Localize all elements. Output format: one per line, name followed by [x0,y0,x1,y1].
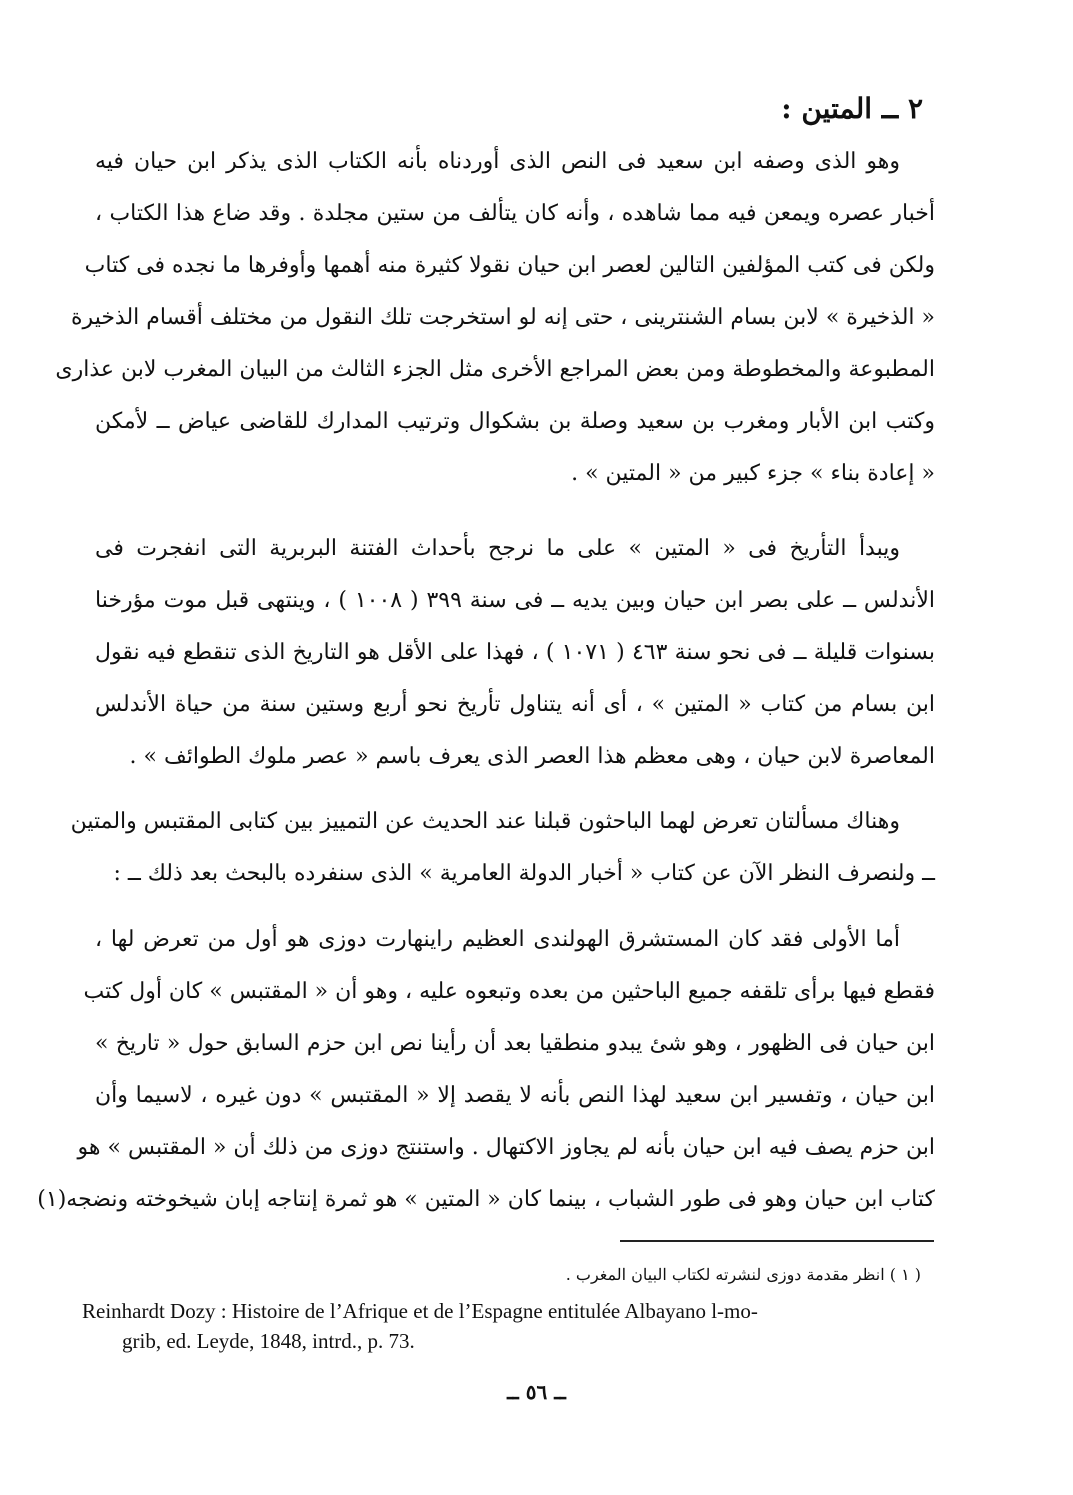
paragraph-line: ابن حيان ، وتفسير ابن سعيد لهذا النص بأنه لا يقصد إلا « المقتبس » دون غيره ، لاسيما وأن [95,1083,935,1108]
paragraph-1 [55,136,935,500]
paragraph-line: أخبار عصره ويمعن فيه مما شاهده ، وأنه كان يتألف من ستين مجلدة . وقد ضاع هذا الكتاب ، [95,201,935,226]
paragraph-line: المعاصرة لابن حيان ، وهى معظم هذا العصر الذى يعرف باسم « عصر ملوك الطوائف » . [129,744,935,769]
page-number: ــ ٥٦ ــ [507,1380,566,1404]
paragraph-line: أما الأولى فقد كان المستشرق الهولندى العظيم راينهارت دوزى هو أول من تعرض لها ، [95,927,900,952]
paragraph-line: ولكن فى كتب المؤلفين التالين لعصر ابن حيان نقولا كثيرة منه أهمها وأوفرها ما نجده فى كتاب [84,253,935,278]
paragraph-line: الأندلس ــ على بصر ابن حيان وبين يديه ــ فى سنة ٣٩٩ ( ١٠٠٨ ) ، وينتهى قبل موت مؤرخنا [95,588,935,613]
paragraph-line: فقطع فيها برأى تلقفه جميع الباحثين من بعده وتبعوه عليه ، وهو أن « المقتبس » كان أول كتب [83,979,935,1004]
paragraph-line: المطبوعة والمخطوطة ومن بعض المراجع الأخرى مثل الجزء الثالث من البيان المغرب لابن عذارى [55,357,935,382]
paragraph-line: وكتب ابن الأبار ومغرب بن سعيد وصلة بن بشكوال وترتيب المدارك للقاضى عياض ــ لأمكن [95,409,935,434]
paragraph-2 [95,523,935,783]
paragraph-line: كتاب ابن حيان وهو فى طور الشباب ، بينما كان « المتين » هو ثمرة إنتاجه إبان شيخوخته ونضجه(١) [37,1187,935,1212]
paragraph-line: ابن حزم يصف فيه ابن حيان بأنه لم يجاوز الاكتهال . واستنتج دوزى من ذلك أن « المقتبس » هو [77,1135,935,1160]
footnote-latin-line: Reinhardt Dozy : Histoire de l’Afrique et de l’Espagne entitulée Albayano l-mo- [82,1299,758,1323]
paragraph-line: ابن بسام من كتاب « المتين » ، أى أنه يتناول تأريخ نحو أربع وستين سنة من حياة الأندلس [95,692,935,717]
footnote-latin-line: grib, ed. Leyde, 1848, intrd., p. 73. [122,1329,415,1353]
paragraph-line: وهو الذى وصفه ابن سعيد فى النص الذى أوردناه بأنه الكتاب الذى يذكر ابن حيان فيه [95,149,900,174]
paragraph-line: وهناك مسألتان تعرض لهما الباحثون قبلنا عند الحديث عن التمييز بين كتابى المقتبس والمتين [70,809,900,834]
paragraph-line: ويبدأ التأريخ فى « المتين » على ما نرجح بأحداث الفتنة البربرية التى انفجرت فى [95,536,900,561]
footnote-arabic: ( ١ ) انظر مقدمة دوزى لنشرته لكتاب البيان المغرب . [565,1265,921,1284]
footnote-latin [82,1296,942,1356]
paragraph-4 [37,914,935,1226]
paragraph-line: بسنوات قليلة ــ فى نحو سنة ٤٦٣ ( ١٠٧١ ) ، فهذا على الأقل هو التاريخ الذى تنقطع فيه نقول [95,640,935,665]
footnote-divider [620,1240,934,1242]
paragraph-line: ابن حيان فى الظهور ، وهو شئ يبدو منطقيا بعد أن رأينا نص ابن حزم السابق حول « تاريخ » [95,1031,935,1056]
paragraph-line: « إعادة بناء » جزء كبير من « المتين » . [571,461,935,486]
paragraph-line: « الذخيرة » لابن بسام الشنترينى ، حتى إنه لو استخرجت تلك النقول من مختلف أقسام الذخيرة [71,305,935,330]
paragraph-3 [70,796,935,900]
section-heading: ٢ ــ المتين : [781,92,923,125]
paragraph-line: ــ ولنصرف النظر الآن عن كتاب « أخبار الدولة العامرية » الذى سنفرده بالبحث بعد ذلك ــ : [113,861,935,886]
